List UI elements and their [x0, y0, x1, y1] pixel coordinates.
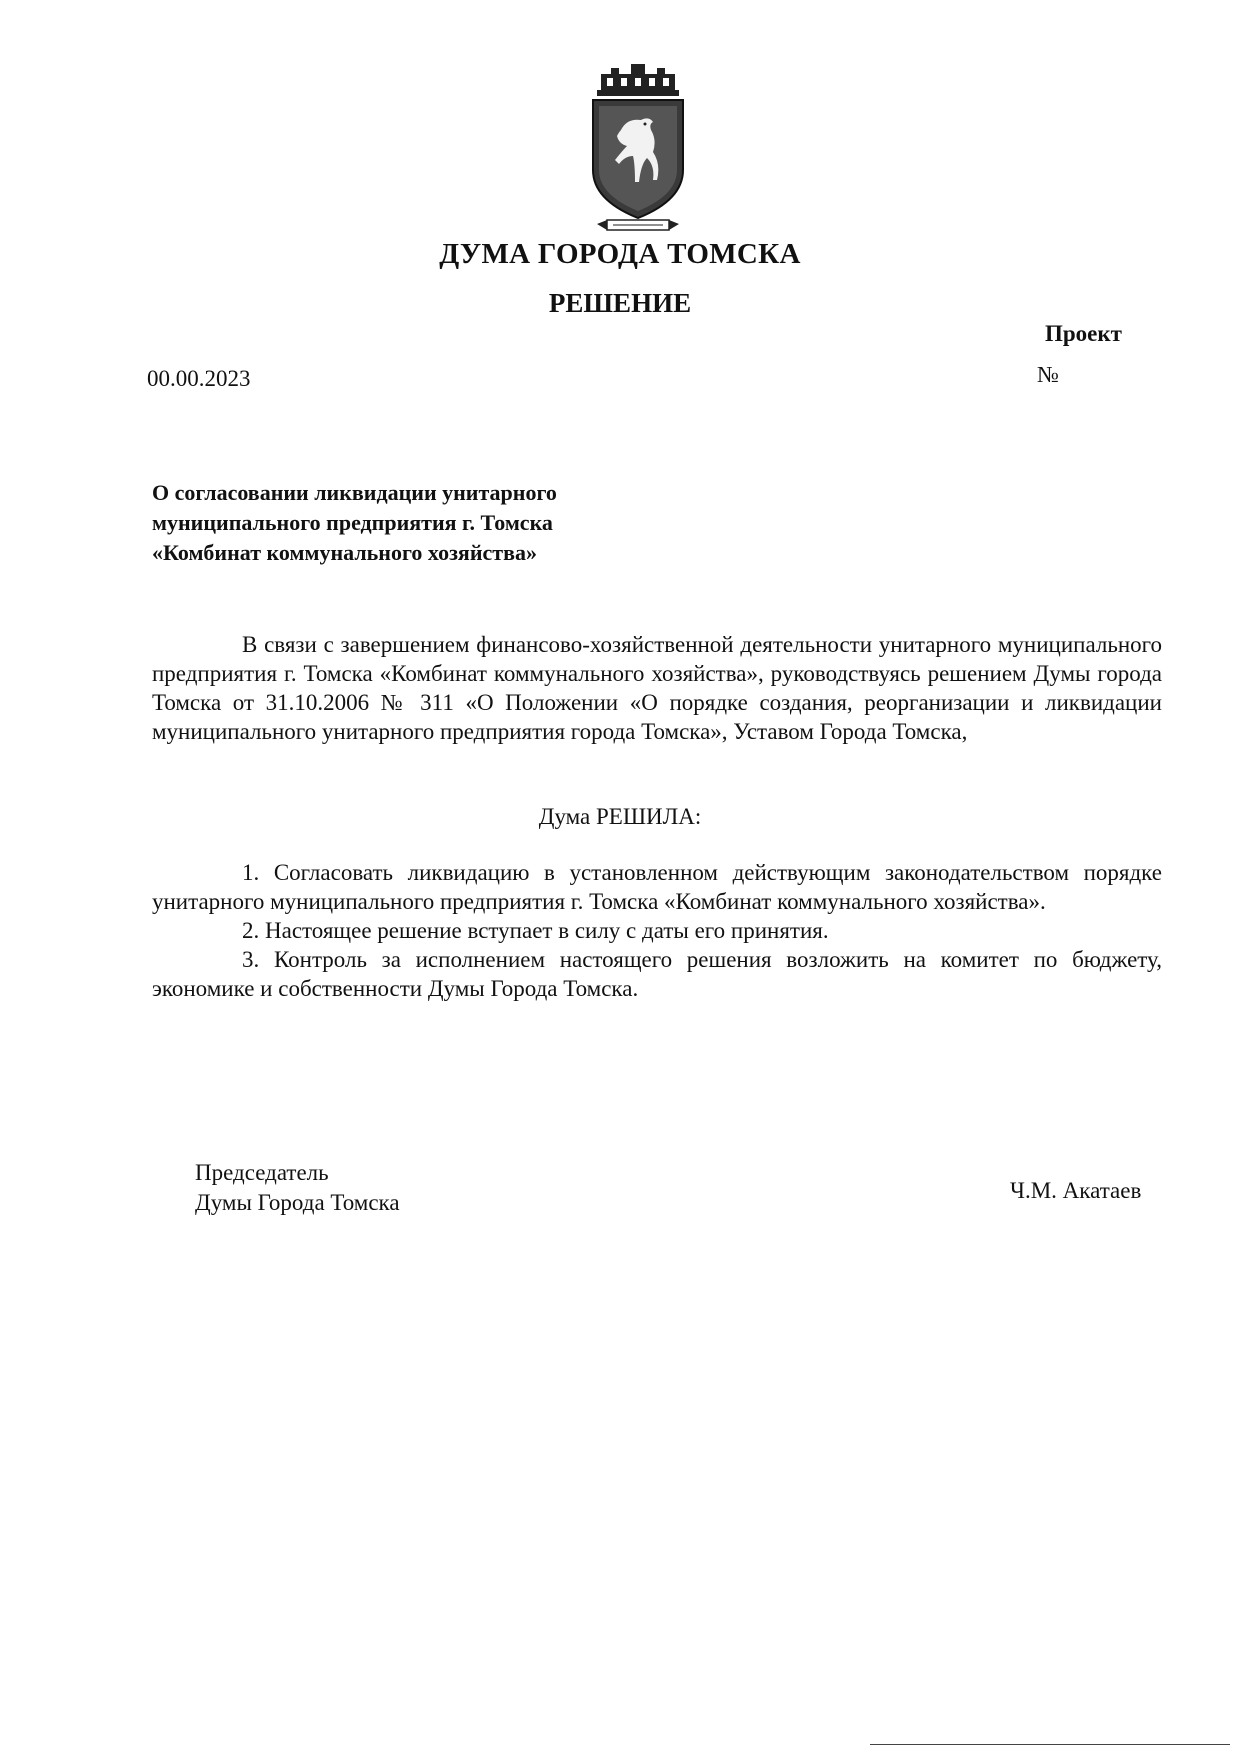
draft-label: Проект	[1045, 321, 1122, 346]
document-number: №	[1037, 362, 1059, 387]
preamble-paragraph: В связи с завершением финансово-хозяйственной деятельности унитарного муниципального предприятия г. Томска «Комбинат коммунального хозяйства», руководствуясь решением Думы города Томска от 31.10.2006 № 311 «О Положении «О порядке создания, реорганизации и ликвидации муниципального унитарного предприятия города Томска», Уставом Города Томска,	[152, 632, 1162, 744]
decision-item: 1. Согласовать ликвидацию в установленном действующим законодательством порядке унитарного муниципального предприятия г. Томска «Комбинат коммунального хозяйства».	[152, 860, 1162, 914]
document-date: 00.00.2023	[147, 366, 251, 391]
signatory-position	[195, 1158, 495, 1218]
coat-of-arms-emblem	[583, 60, 693, 235]
decision-items	[152, 858, 1162, 1003]
document-subject	[152, 478, 692, 568]
subject-line: «Комбинат коммунального хозяйства»	[152, 540, 537, 565]
position-line: Думы Города Томска	[195, 1190, 400, 1215]
document-type: РЕШЕНИЕ	[548, 288, 692, 318]
signatory-name: Ч.М. Акатаев	[1010, 1178, 1142, 1203]
subject-line: муниципального предприятия г. Томска	[152, 510, 553, 535]
footer-divider	[870, 1744, 1230, 1745]
decision-item: 3. Контроль за исполнением настоящего решения возложить на комитет по бюджету, экономике и собственности Думы Города Томска.	[152, 947, 1162, 1001]
organization-title: ДУМА ГОРОДА ТОМСКА	[439, 238, 801, 270]
subject-line: О согласовании ликвидации унитарного	[152, 480, 557, 505]
resolved-heading: Дума РЕШИЛА:	[538, 804, 702, 829]
position-line: Председатель	[195, 1160, 329, 1185]
decision-item: 2. Настоящее решение вступает в силу с даты его принятия.	[242, 918, 829, 943]
